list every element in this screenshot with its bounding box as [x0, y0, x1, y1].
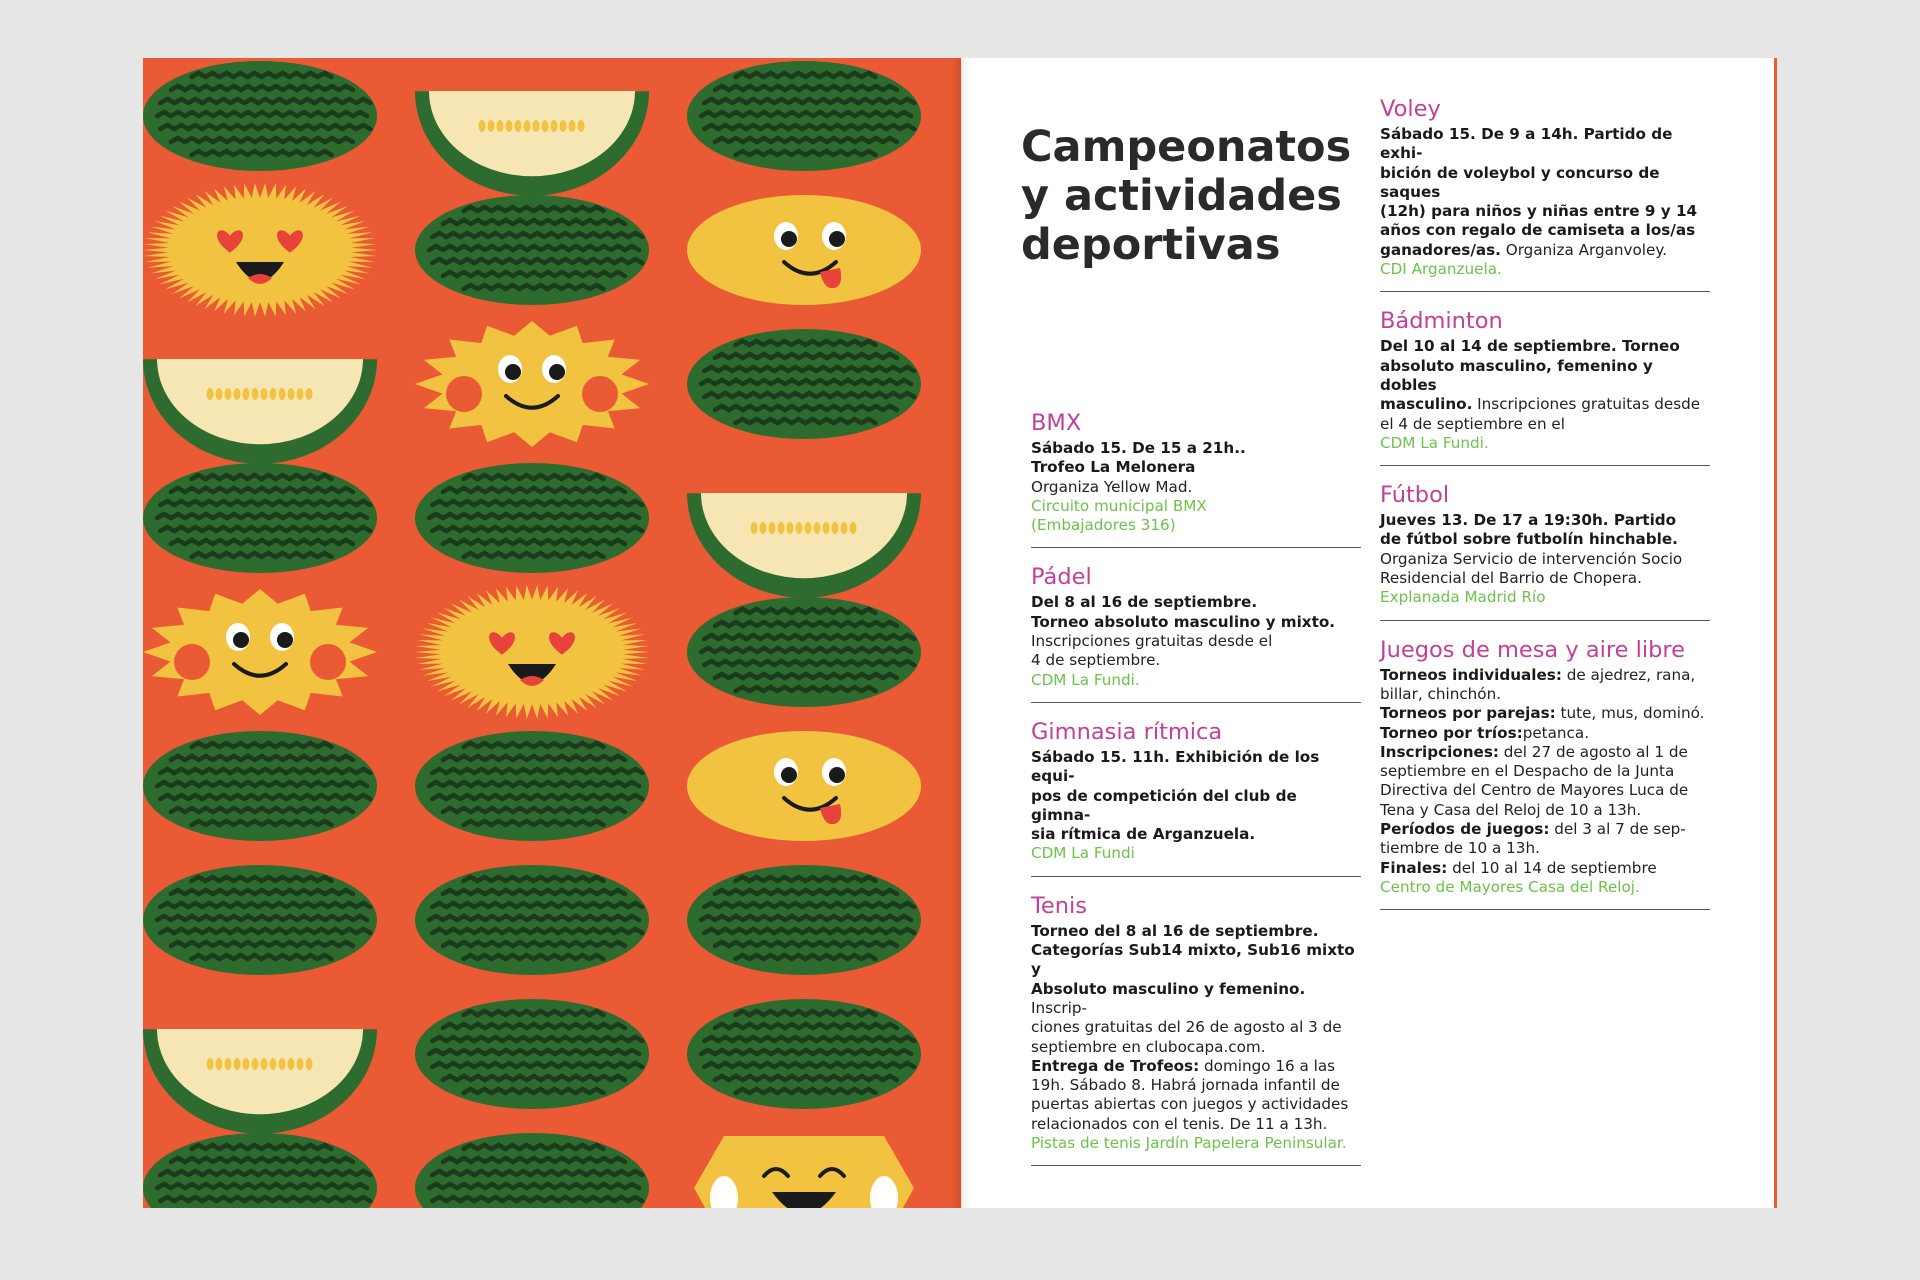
- bold-text: Torneo por tríos:: [1380, 723, 1523, 742]
- section-line: [1380, 164, 1710, 203]
- regular-text: tiembre de 10 a 13h.: [1380, 839, 1540, 858]
- regular-text: Organiza Yellow Mad.: [1031, 477, 1193, 496]
- section-line: [1380, 125, 1710, 164]
- venue-text: CDM La Fundi.: [1031, 670, 1140, 689]
- melon-seed-icon: [751, 522, 758, 534]
- pupil-icon: [549, 364, 565, 380]
- section-title: Pádel: [1031, 564, 1092, 591]
- section-line: [1380, 685, 1710, 704]
- regular-text: Organiza Arganvoley.: [1500, 240, 1668, 259]
- section-title: Gimnasia rítmica: [1031, 718, 1223, 745]
- section-line: [1031, 825, 1361, 844]
- regular-text: billar, chinchón.: [1380, 684, 1502, 703]
- regular-text: Residencial del Barrio de Chopera.: [1380, 569, 1642, 588]
- melon-seed-icon: [252, 388, 259, 400]
- page-title-line: deportivas: [1021, 219, 1281, 270]
- pupil-icon: [781, 231, 797, 247]
- watermelon-tile: [687, 597, 921, 707]
- melon-seed-icon: [207, 1058, 214, 1070]
- page-edge: [1774, 58, 1777, 1208]
- watermelon-tile: [415, 865, 649, 975]
- melon-face-tongue-tile: [687, 195, 921, 305]
- bold-text: Jueves 13. De 17 a 19:30h. Partido: [1380, 511, 1677, 530]
- bold-text: años con regalo de camiseta a los/as: [1380, 221, 1696, 240]
- cheek-icon: [446, 376, 482, 412]
- regular-text: de ajedrez, rana,: [1561, 665, 1696, 684]
- sun-face-cheeks-tile: [415, 321, 649, 447]
- right-column: [1380, 96, 1710, 926]
- melon-seed-icon: [279, 388, 286, 400]
- watermelon-tile: [415, 463, 649, 573]
- watermelon-tile: [687, 61, 921, 171]
- venue-text: CDM La Fundi.: [1380, 433, 1489, 452]
- venue-text: Circuito municipal BMX: [1031, 496, 1207, 515]
- bold-text: Inscripciones:: [1380, 742, 1499, 761]
- melon-face-laughing-tile: [694, 1136, 914, 1208]
- section-line: [1380, 781, 1710, 800]
- regular-text: petanca.: [1522, 723, 1590, 742]
- venue-text: Centro de Mayores Casa del Reloj.: [1380, 877, 1640, 896]
- section-line: [1031, 1057, 1361, 1076]
- melon-seed-icon: [796, 522, 803, 534]
- section-line: [1031, 458, 1361, 477]
- watermelon-tile: [143, 865, 377, 975]
- watermelon-tile: [415, 195, 649, 305]
- melon-seed-icon: [850, 522, 857, 534]
- page-fold: [951, 58, 973, 1208]
- bold-text: Sábado 15. 11h. Exhibición de los equi-: [1031, 747, 1320, 786]
- bold-text: Del 10 al 14 de septiembre. Torneo: [1380, 337, 1680, 356]
- section-line: [1380, 550, 1710, 569]
- melon-seed-icon: [288, 1058, 295, 1070]
- fruit-pattern-illustration: [143, 58, 961, 1208]
- bold-text: pos de competición del club de gimna-: [1031, 786, 1297, 824]
- section-line: [1031, 439, 1361, 458]
- melon-seed-icon: [479, 120, 486, 132]
- section-title: BMX: [1031, 410, 1082, 436]
- section-padel: [1031, 564, 1361, 702]
- section-line: [1380, 666, 1710, 685]
- melon-seed-icon: [243, 388, 250, 400]
- section-line: [1031, 1095, 1361, 1114]
- regular-text: ciones gratuitas del 26 de agosto al 3 de: [1031, 1018, 1342, 1037]
- melon-seed-icon: [760, 522, 767, 534]
- pupil-icon: [233, 632, 249, 648]
- section-line: [1031, 651, 1361, 670]
- section-line: [1380, 202, 1710, 221]
- bold-text: absoluto masculino, femenino y dobles: [1380, 356, 1653, 394]
- bold-text: Torneos individuales:: [1380, 665, 1562, 684]
- watermelon-tile: [415, 731, 649, 841]
- bold-text: Torneos por parejas:: [1380, 704, 1556, 723]
- bold-text: bición de voleybol y concurso de saques: [1380, 163, 1660, 201]
- bold-text: Trofeo La Melonera: [1031, 458, 1196, 477]
- regular-text: tute, mus, dominó.: [1555, 704, 1705, 723]
- section-gimnasia: [1031, 719, 1361, 877]
- section-line: [1380, 241, 1710, 260]
- regular-text: domingo 16 a las: [1199, 1056, 1336, 1075]
- regular-text: 19h. Sábado 8. Habrá jornada infantil de: [1031, 1076, 1340, 1095]
- bold-text: Categorías Sub14 mixto, Sub16 mixto y: [1031, 941, 1355, 979]
- melon-seed-icon: [542, 120, 549, 132]
- regular-text: relacionados con el tenis. De 11 a 13h.: [1031, 1114, 1328, 1133]
- pupil-icon: [829, 231, 845, 247]
- melon-seed-icon: [569, 120, 576, 132]
- cheek-icon: [174, 644, 210, 680]
- melon-seed-icon: [225, 388, 232, 400]
- watermelon-tile: [143, 61, 377, 171]
- melon-seed-icon: [805, 522, 812, 534]
- melon-seed-icon: [279, 1058, 286, 1070]
- page-title-line: Campeonatos: [1021, 121, 1352, 172]
- section-line: [1380, 337, 1710, 356]
- regular-text: puertas abiertas con juegos y actividades: [1031, 1095, 1349, 1114]
- section-line: [1380, 415, 1710, 434]
- section-line: [1380, 530, 1710, 549]
- section-line: [1380, 801, 1710, 820]
- section-line: [1031, 980, 1361, 1019]
- bold-text: Períodos de juegos:: [1380, 820, 1550, 839]
- watermelon-tile: [687, 329, 921, 439]
- regular-text: 4 de septiembre.: [1031, 651, 1161, 670]
- melon-seed-icon: [261, 1058, 268, 1070]
- melon-seed-icon: [207, 388, 214, 400]
- melon-seed-icon: [787, 522, 794, 534]
- melon-seed-icon: [515, 120, 522, 132]
- section-title: Tenis: [1031, 892, 1087, 919]
- melon-seed-icon: [252, 1058, 259, 1070]
- watermelon-tile: [687, 865, 921, 975]
- section-title: Fútbol: [1380, 482, 1450, 509]
- pupil-icon: [505, 364, 521, 380]
- venue-text: Pistas de tenis Jardín Papelera Peninsular.: [1031, 1134, 1347, 1153]
- section-line: [1380, 839, 1710, 858]
- regular-text: Inscripciones gratuitas desde: [1472, 395, 1701, 414]
- section-line: [1031, 613, 1361, 632]
- bold-text: Absoluto masculino y femenino.: [1031, 979, 1306, 998]
- bold-text: Del 8 al 16 de septiembre.: [1031, 593, 1258, 612]
- pupil-icon: [781, 767, 797, 783]
- regular-text: del 3 al 7 de sep-: [1549, 820, 1686, 839]
- venue-text: (Embajadores 316): [1031, 516, 1176, 535]
- melon-seed-icon: [823, 522, 830, 534]
- melon-seed-icon: [841, 522, 848, 534]
- bold-text: Entrega de Trofeos:: [1031, 1056, 1200, 1075]
- melon-face-icon: [687, 731, 921, 841]
- page-title-line: y actividades: [1021, 170, 1342, 221]
- bold-text: Sábado 15. De 15 a 21h..: [1031, 439, 1246, 457]
- melon-seed-icon: [234, 1058, 241, 1070]
- section-line: [1380, 743, 1710, 762]
- venue-text: CDI Arganzuela.: [1380, 260, 1502, 279]
- section-title: Juegos de mesa y aire libre: [1380, 636, 1686, 663]
- melon-seed-icon: [488, 120, 495, 132]
- regular-text: del 27 de agosto al 1 de: [1498, 742, 1688, 761]
- regular-text: Organiza Servicio de intervención Socio: [1380, 549, 1683, 568]
- section-title: Bádminton: [1380, 308, 1503, 335]
- venue-text: Explanada Madrid Río: [1380, 588, 1546, 607]
- bold-text: ganadores/as.: [1380, 240, 1501, 259]
- bold-text: Torneo absoluto masculino y mixto.: [1031, 612, 1336, 631]
- melon-seed-icon: [497, 120, 504, 132]
- melon-face-icon: [687, 195, 921, 305]
- section-line: [1031, 787, 1361, 826]
- regular-text: Inscrip-: [1031, 998, 1087, 1017]
- cheek-icon: [310, 644, 346, 680]
- melon-seed-icon: [225, 1058, 232, 1070]
- section-badminton: [1380, 308, 1710, 466]
- melon-seed-icon: [560, 120, 567, 132]
- bold-text: Torneo del 8 al 16 de septiembre.: [1031, 921, 1319, 940]
- melon-seed-icon: [533, 120, 540, 132]
- illustration-page: [143, 58, 961, 1208]
- section-line: [1380, 724, 1710, 743]
- melon-seed-icon: [306, 388, 313, 400]
- regular-text: del 10 al 14 de septiembre: [1447, 858, 1657, 877]
- melon-seed-icon: [769, 522, 776, 534]
- bold-text: sia rítmica de Arganzuela.: [1031, 825, 1256, 844]
- melon-seed-icon: [578, 120, 585, 132]
- section-line: [1380, 762, 1710, 781]
- section-line: [1380, 569, 1710, 588]
- melon-seed-icon: [216, 1058, 223, 1070]
- section-line: [1031, 632, 1361, 651]
- page-title: [1021, 123, 1351, 270]
- bold-text: masculino.: [1380, 395, 1473, 414]
- section-line: [1031, 593, 1361, 612]
- section-line: [1031, 1038, 1361, 1057]
- melon-seed-icon: [506, 120, 513, 132]
- section-line: [1380, 221, 1710, 240]
- melon-seed-icon: [297, 1058, 304, 1070]
- section-line: [1031, 922, 1361, 941]
- regular-text: Directiva del Centro de Mayores Luca de: [1380, 781, 1689, 800]
- melon-seed-icon: [261, 388, 268, 400]
- bold-text: Sábado 15. De 9 a 14h. Partido de exhi-: [1380, 125, 1673, 163]
- melon-seed-icon: [288, 388, 295, 400]
- melon-seed-icon: [234, 388, 241, 400]
- section-line: [1031, 1115, 1361, 1134]
- section-voley: [1380, 96, 1710, 292]
- section-line: [1031, 941, 1361, 980]
- section-line: [1380, 395, 1710, 414]
- melon-seed-icon: [243, 1058, 250, 1070]
- bold-text: de fútbol sobre futbolín hinchable.: [1380, 530, 1678, 549]
- left-column: [1031, 410, 1361, 1182]
- regular-text: Inscripciones gratuitas desde el: [1031, 632, 1273, 651]
- melon-face-tongue-tile: [687, 731, 921, 841]
- melon-seed-icon: [270, 1058, 277, 1070]
- section-line: [1031, 478, 1361, 497]
- section-title: Voley: [1380, 96, 1441, 122]
- section-line: [1380, 859, 1710, 878]
- section-line: [1380, 511, 1710, 530]
- venue-text: CDM La Fundi: [1031, 844, 1135, 863]
- melon-seed-icon: [551, 120, 558, 132]
- melon-seed-icon: [306, 1058, 313, 1070]
- section-line: [1380, 704, 1710, 723]
- melon-seed-icon: [297, 388, 304, 400]
- pupil-icon: [277, 632, 293, 648]
- regular-text: septiembre en el Despacho de la Junta: [1380, 762, 1675, 781]
- watermelon-tile: [687, 999, 921, 1109]
- section-line: [1031, 748, 1361, 787]
- sun-face-cheeks-tile: [143, 589, 377, 715]
- section-line: [1380, 820, 1710, 839]
- section-bmx: [1031, 410, 1361, 548]
- melon-seed-icon: [832, 522, 839, 534]
- melon-seed-icon: [524, 120, 531, 132]
- watermelon-tile: [143, 731, 377, 841]
- regular-text: Tena y Casa del Reloj de 10 a 13h.: [1380, 800, 1642, 819]
- watermelon-tile: [143, 463, 377, 573]
- bold-text: Finales:: [1380, 858, 1448, 877]
- text-page: [961, 58, 1777, 1208]
- section-line: [1031, 1018, 1361, 1037]
- regular-text: septiembre en clubocapa.com.: [1031, 1037, 1266, 1056]
- section-tenis: [1031, 893, 1361, 1167]
- section-futbol: [1380, 482, 1710, 620]
- cheek-icon: [582, 376, 618, 412]
- section-line: [1380, 357, 1710, 396]
- pupil-icon: [829, 767, 845, 783]
- melon-seed-icon: [814, 522, 821, 534]
- section-juegos: [1380, 637, 1710, 911]
- melon-seed-icon: [778, 522, 785, 534]
- bold-text: (12h) para niños y niñas entre 9 y 14: [1380, 202, 1698, 221]
- melon-seed-icon: [270, 388, 277, 400]
- melon-seed-icon: [216, 388, 223, 400]
- watermelon-tile: [415, 999, 649, 1109]
- regular-text: el 4 de septiembre en el: [1380, 414, 1565, 433]
- section-line: [1031, 1076, 1361, 1095]
